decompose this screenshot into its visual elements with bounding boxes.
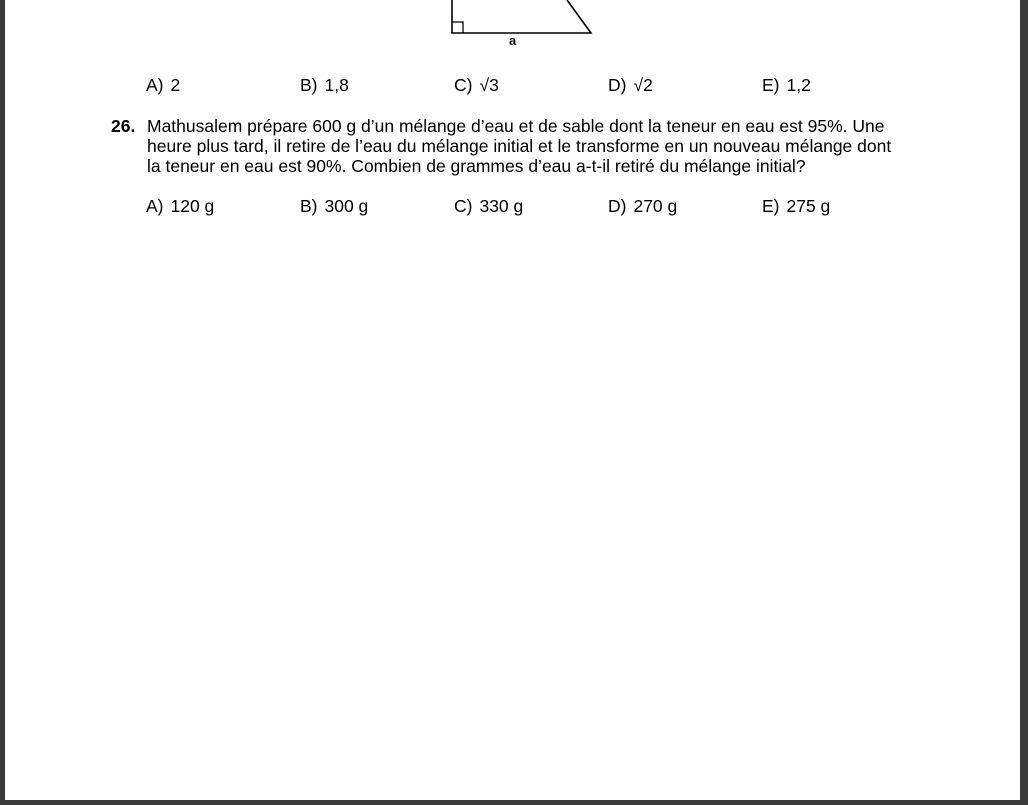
answer-value: 275 g <box>786 196 831 216</box>
answer-value: 120 g <box>170 196 215 216</box>
q26-answer-c[interactable] <box>454 196 523 217</box>
trapezoid-outline <box>452 0 591 33</box>
q26-answer-row <box>5 196 1020 218</box>
answer-value: 1,2 <box>786 75 811 95</box>
answer-letter: A) <box>146 196 164 216</box>
q26-answer-d[interactable] <box>608 196 677 217</box>
q25-answer-row <box>5 75 1020 97</box>
trapezoid-figure <box>445 0 605 52</box>
answer-value: √3 <box>479 75 499 95</box>
answer-value: 2 <box>170 75 181 95</box>
answer-letter: C) <box>454 196 473 216</box>
answer-letter: D) <box>608 196 627 216</box>
figure-side-label: a <box>509 33 517 48</box>
answer-letter: A) <box>146 75 164 95</box>
answer-value: 270 g <box>633 196 678 216</box>
q25-answer-d[interactable] <box>608 75 653 96</box>
answer-value: 1,8 <box>324 75 349 95</box>
answer-value: 330 g <box>479 196 524 216</box>
q25-answer-a[interactable] <box>146 75 180 96</box>
document-page <box>5 0 1020 800</box>
q26-answer-b[interactable] <box>300 196 368 217</box>
answer-value: 300 g <box>324 196 369 216</box>
trapezoid-drawing <box>445 0 605 52</box>
answer-letter: B) <box>300 75 318 95</box>
question-text-line: la teneur en eau est 90%. Combien de grammes d’eau a-t-il retiré du mélange initial? <box>147 156 806 176</box>
q26-answer-e[interactable] <box>762 196 830 217</box>
answer-letter: E) <box>762 75 780 95</box>
answer-letter: C) <box>454 75 473 95</box>
answer-letter: E) <box>762 196 780 216</box>
q26-answer-a[interactable] <box>146 196 214 217</box>
question-text-line: heure plus tard, il retire de l’eau du mélange initial et le transforme en un nouveau mélange dont <box>147 136 892 156</box>
right-angle-marker <box>452 22 463 33</box>
question-text-line: Mathusalem prépare 600 g d’un mélange d’eau et de sable dont la teneur en eau est 95%. Une <box>147 116 885 136</box>
question-number: 26. <box>111 116 136 136</box>
answer-value: √2 <box>633 75 653 95</box>
q25-answer-e[interactable] <box>762 75 811 96</box>
q25-answer-c[interactable] <box>454 75 499 96</box>
answer-letter: D) <box>608 75 627 95</box>
answer-letter: B) <box>300 196 318 216</box>
q25-answer-b[interactable] <box>300 75 349 96</box>
